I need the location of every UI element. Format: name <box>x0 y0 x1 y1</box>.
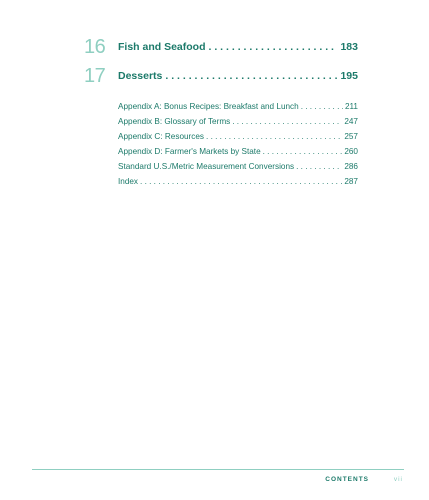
chapter-page-number: 195 <box>340 70 358 82</box>
toc-index[interactable] <box>118 174 358 189</box>
toc-chapter-16[interactable] <box>84 36 358 58</box>
chapter-title: Fish and Seafood <box>118 41 206 53</box>
dot-leader <box>263 144 343 159</box>
dot-leader <box>232 114 342 129</box>
toc-appendix-b[interactable] <box>118 114 358 129</box>
entry-page-number: 260 <box>344 147 358 156</box>
chapter-row <box>118 40 358 54</box>
toc-appendix-a[interactable] <box>118 99 358 114</box>
toc-appendix-d[interactable] <box>118 144 358 159</box>
entry-title: Appendix B: Glossary of Terms <box>118 117 231 126</box>
appendix-list <box>118 99 358 189</box>
footer-section-label: CONTENTS <box>325 476 369 483</box>
dot-leader <box>296 159 342 174</box>
entry-page-number: 211 <box>344 102 358 111</box>
entry-title: Appendix D: Farmer's Markets by State <box>118 147 261 156</box>
chapter-page-number: 183 <box>340 41 358 53</box>
footer-page-number: vii <box>393 476 403 483</box>
entry-page-number: 247 <box>344 117 358 126</box>
toc-appendix-c[interactable] <box>118 129 358 144</box>
entry-title: Index <box>118 177 139 186</box>
chapter-title: Desserts <box>118 70 163 82</box>
dot-leader <box>140 174 342 189</box>
toc-chapter-17[interactable] <box>84 65 358 87</box>
footer-rule <box>32 469 404 470</box>
dot-leader <box>206 129 342 144</box>
entry-title: Appendix C: Resources <box>118 132 205 141</box>
entry-title: Standard U.S./Metric Measurement Conversions <box>118 162 295 171</box>
chapter-number: 16 <box>84 36 106 58</box>
entry-title: Appendix A: Bonus Recipes: Breakfast and Lunch <box>118 102 299 111</box>
dot-leader <box>209 40 338 54</box>
chapter-number: 17 <box>84 65 106 87</box>
entry-page-number: 286 <box>344 162 358 171</box>
dot-leader <box>301 99 343 114</box>
chapter-row <box>118 69 358 83</box>
toc-measurement-conversions[interactable] <box>118 159 358 174</box>
entry-page-number: 257 <box>344 132 358 141</box>
dot-leader <box>165 69 337 83</box>
entry-page-number: 287 <box>344 177 358 186</box>
